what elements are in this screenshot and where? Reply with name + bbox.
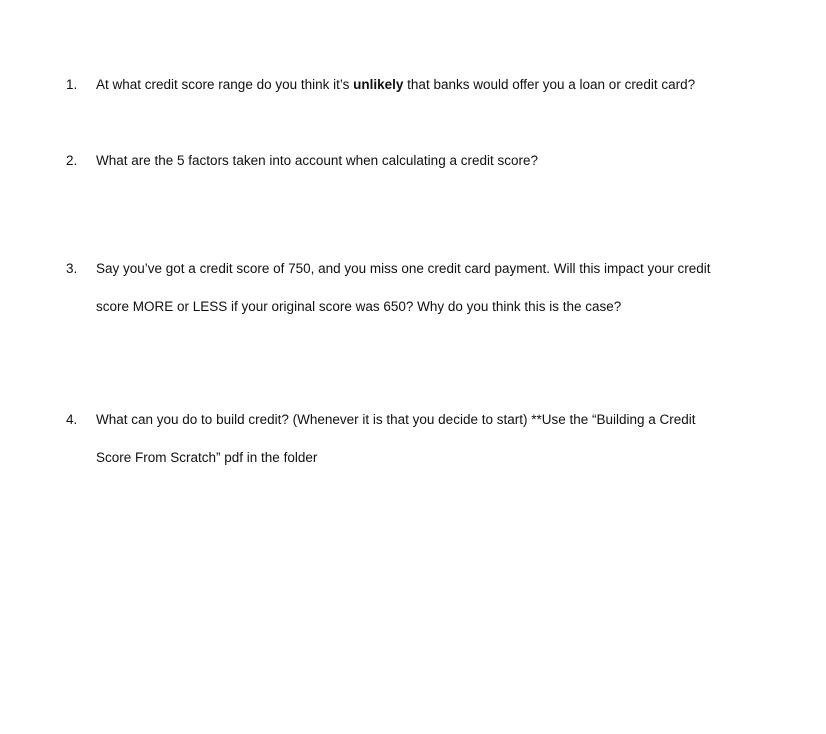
question-2 [66, 142, 766, 180]
question-text [96, 250, 766, 326]
question-number: 4. [66, 412, 78, 427]
question-emphasis: unlikely [353, 77, 404, 92]
question-text: What are the 5 factors taken into account when calculating a credit score? [96, 153, 538, 168]
question-line: Say you’ve got a credit score of 750, and you miss one credit card payment. Will this impact your credit [96, 261, 711, 276]
question-1 [66, 66, 766, 104]
question-line: Score From Scratch” pdf in the folder [96, 450, 318, 465]
question-line: What can you do to build credit? (Whenever it is that you decide to start) **Use the “Building a Credit [96, 412, 696, 427]
question-3 [66, 250, 766, 326]
question-number: 3. [66, 261, 78, 276]
question-number: 2. [66, 153, 78, 168]
question-text [96, 401, 766, 477]
question-line: score MORE or LESS if your original score was 650? Why do you think this is the case? [96, 299, 622, 314]
question-4 [66, 401, 766, 477]
question-text-part: that banks would offer you a loan or credit card? [403, 77, 696, 92]
question-number: 1. [66, 77, 78, 92]
question-text [96, 66, 766, 104]
question-text-part: At what credit score range do you think it’s [96, 77, 354, 92]
